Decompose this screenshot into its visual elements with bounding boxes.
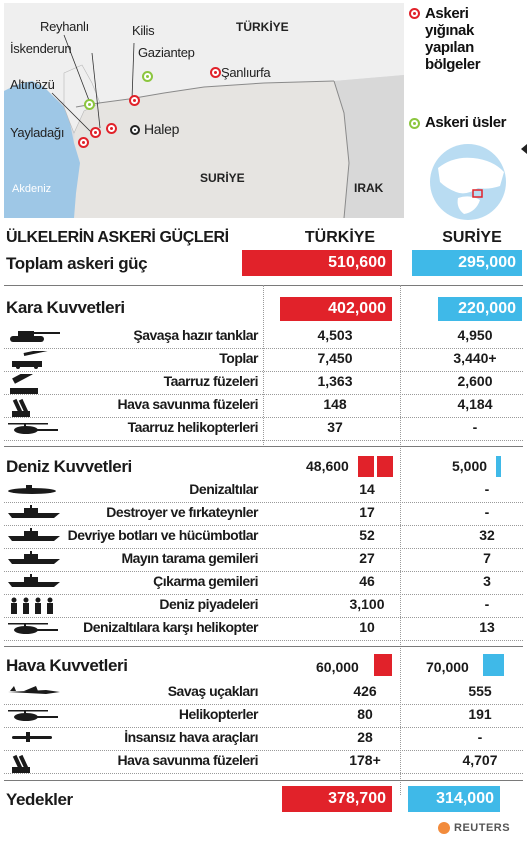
navy-row-syria-value: - xyxy=(484,504,490,520)
air-row-turkey-value: 178+ xyxy=(349,752,381,768)
troop-marker-icon xyxy=(210,67,221,78)
fighter-jet-icon xyxy=(6,684,62,705)
attack-helicopter-icon xyxy=(6,420,62,441)
air-row-label: Savaş uçakları xyxy=(167,683,258,699)
row-divider xyxy=(4,525,523,526)
row-divider xyxy=(4,417,523,418)
air-bar-syria xyxy=(483,654,504,676)
navy-row-label: Devriye botları ve hücümbotlar xyxy=(67,527,258,543)
navy-row-syria-value: 13 xyxy=(479,619,495,635)
navy-row-syria-value: - xyxy=(484,481,490,497)
city-sanliurfa: Şanlıurfa xyxy=(221,65,271,80)
navy-bar-turkey xyxy=(377,456,393,477)
city-yayladagi: Yayladağı xyxy=(10,125,65,140)
navy-row-turkey-value: 27 xyxy=(359,550,375,566)
map-label-sea: Akdeniz xyxy=(12,183,52,195)
air-value-syria: 70,000 xyxy=(426,659,469,675)
minesweeper-icon xyxy=(6,551,62,570)
reserves-title: Yedekler xyxy=(6,790,73,809)
navy-row-turkey-value: 46 xyxy=(359,573,375,589)
land-row-label: Taarruz helikopterleri xyxy=(127,419,258,435)
navy-row-label: Denizaltılar xyxy=(189,481,258,497)
city-altinozu: Altınözü xyxy=(10,77,55,92)
reserves-bar-turkey: 378,700 xyxy=(282,786,392,812)
air-row-turkey-value: 426 xyxy=(353,683,377,699)
air-value-turkey: 60,000 xyxy=(316,659,359,675)
globe-icon xyxy=(418,138,522,222)
col-header-turkey: TÜRKİYE xyxy=(304,229,376,246)
map-label-turkey: TÜRKİYE xyxy=(236,20,289,34)
navy-row-label: Deniz piyadeleri xyxy=(159,596,258,612)
navy-row-label: Destroyer ve fırkateynler xyxy=(106,504,258,520)
table-title: ÜLKELERİN ASKERİ GÜÇLERİ xyxy=(6,229,229,246)
navy-row-label: Denizaltılara karşı helikopter xyxy=(83,619,258,635)
patrol-boat-icon xyxy=(6,528,62,547)
total-bar-turkey: 510,600 xyxy=(242,250,392,276)
city-gaziantep: Gaziantep xyxy=(138,45,195,60)
total-bar-syria: 295,000 xyxy=(412,250,522,276)
land-bar-syria: 220,000 xyxy=(438,297,522,321)
air-bar-turkey xyxy=(374,654,392,676)
air-defense-icon xyxy=(6,753,36,780)
air-row-label: Hava savunma füzeleri xyxy=(117,752,258,768)
air-row-syria-value: 191 xyxy=(468,706,492,722)
row-divider xyxy=(4,394,523,395)
troop-marker-icon xyxy=(90,127,101,138)
land-row-turkey-value: 7,450 xyxy=(317,350,353,366)
navy-row-turkey-value: 3,100 xyxy=(349,596,385,612)
navy-row-syria-value: 7 xyxy=(483,550,491,566)
navy-bar-turkey xyxy=(358,456,374,477)
legend-troops-4: bölgeler xyxy=(425,56,481,73)
air-row-turkey-value: 28 xyxy=(357,729,373,745)
land-row-label: Şavaşa hazır tanklar xyxy=(133,327,258,343)
city-reyhanli: Reyhanlı xyxy=(40,19,89,34)
air-forces-title: Hava Kuvvetleri xyxy=(6,656,128,675)
row-divider xyxy=(4,750,523,751)
navy-row-turkey-value: 52 xyxy=(359,527,375,543)
reuters-logo-icon xyxy=(438,822,450,834)
row-divider xyxy=(4,727,523,728)
navy-row-syria-value: 3 xyxy=(483,573,491,589)
land-row-syria-value: 2,600 xyxy=(457,373,493,389)
land-row-syria-value: 3,440+ xyxy=(453,350,497,366)
destroyer-icon xyxy=(6,505,62,524)
air-row-turkey-value: 80 xyxy=(357,706,373,722)
row-divider xyxy=(4,348,523,349)
legend-troops-1: Askeri xyxy=(425,5,469,22)
navy-row-label: Çıkarma gemileri xyxy=(153,573,258,589)
legend-troops-2: yığınak xyxy=(425,22,474,39)
city-iskenderun: İskenderun xyxy=(10,41,72,56)
navy-row-turkey-value: 17 xyxy=(359,504,375,520)
city-marker-icon xyxy=(130,125,140,135)
air-row-syria-value: 555 xyxy=(468,683,492,699)
map xyxy=(4,3,404,218)
navy-row-turkey-value: 14 xyxy=(359,481,375,497)
navy-row-turkey-value: 10 xyxy=(359,619,375,635)
navy-bar-syria xyxy=(496,456,501,477)
drone-icon xyxy=(6,730,62,749)
land-row-turkey-value: 1,363 xyxy=(317,373,353,389)
asw-helicopter-icon xyxy=(6,620,62,641)
land-row-turkey-value: 37 xyxy=(327,419,343,435)
helicopter-icon xyxy=(6,707,62,728)
map-shapes xyxy=(4,3,404,218)
map-label-syria: SURİYE xyxy=(200,171,245,185)
row-divider xyxy=(4,371,523,372)
reserves-bar-syria: 314,000 xyxy=(408,786,500,812)
troop-marker-icon xyxy=(106,123,117,134)
map-label-iraq: IRAK xyxy=(354,181,384,195)
navy-value-syria: 5,000 xyxy=(452,458,488,474)
land-row-turkey-value: 4,503 xyxy=(317,327,353,343)
col-header-syria: SURİYE xyxy=(442,229,502,246)
legend-bases: Askeri üsler xyxy=(425,114,507,131)
syria-land xyxy=(74,81,349,218)
land-row-syria-value: - xyxy=(472,419,478,435)
navy-row-syria-value: - xyxy=(484,596,490,612)
tank-icon xyxy=(6,328,62,349)
troop-marker-icon xyxy=(129,95,140,106)
base-marker-icon xyxy=(84,99,95,110)
air-row-syria-value: 4,707 xyxy=(462,752,498,768)
land-row-syria-value: 4,950 xyxy=(457,327,493,343)
navy-row-syria-value: 32 xyxy=(479,527,495,543)
row-divider xyxy=(4,571,523,572)
air-row-label: Helikopterler xyxy=(178,706,258,722)
row-divider xyxy=(4,502,523,503)
row-divider xyxy=(4,594,523,595)
row-divider xyxy=(4,617,523,618)
arrow-icon xyxy=(521,144,527,154)
row-divider xyxy=(4,548,523,549)
air-row-label: İnsansız hava araçları xyxy=(124,729,258,745)
land-row-label: Hava savunma füzeleri xyxy=(117,396,258,412)
base-legend-icon xyxy=(409,118,420,129)
land-row-syria-value: 4,184 xyxy=(457,396,493,412)
city-kilis: Kilis xyxy=(132,23,155,38)
navy-row-label: Mayın tarama gemileri xyxy=(121,550,258,566)
legend-troops-3: yapılan xyxy=(425,39,474,56)
land-row-turkey-value: 148 xyxy=(323,396,347,412)
troop-legend-icon xyxy=(409,8,420,19)
row-divider xyxy=(4,773,523,774)
air-row-syria-value: - xyxy=(477,729,483,745)
landing-ship-icon xyxy=(6,574,62,593)
row-divider xyxy=(4,640,523,641)
row-divider xyxy=(4,704,523,705)
total-label: Toplam askeri güç xyxy=(6,254,148,273)
navy-value-turkey: 48,600 xyxy=(306,458,349,474)
submarine-icon xyxy=(6,482,62,500)
source-label: REUTERS xyxy=(454,822,511,834)
land-forces-title: Kara Kuvvetleri xyxy=(6,298,125,317)
troop-marker-icon xyxy=(78,137,89,148)
land-row-label: Toplar xyxy=(219,350,258,366)
land-bar-turkey: 402,000 xyxy=(280,297,392,321)
row-divider xyxy=(4,440,523,441)
base-marker-icon xyxy=(142,71,153,82)
city-halep: Halep xyxy=(144,121,180,137)
navy-forces-title: Deniz Kuvvetleri xyxy=(6,457,132,476)
land-row-label: Taarruz füzeleri xyxy=(163,373,258,389)
